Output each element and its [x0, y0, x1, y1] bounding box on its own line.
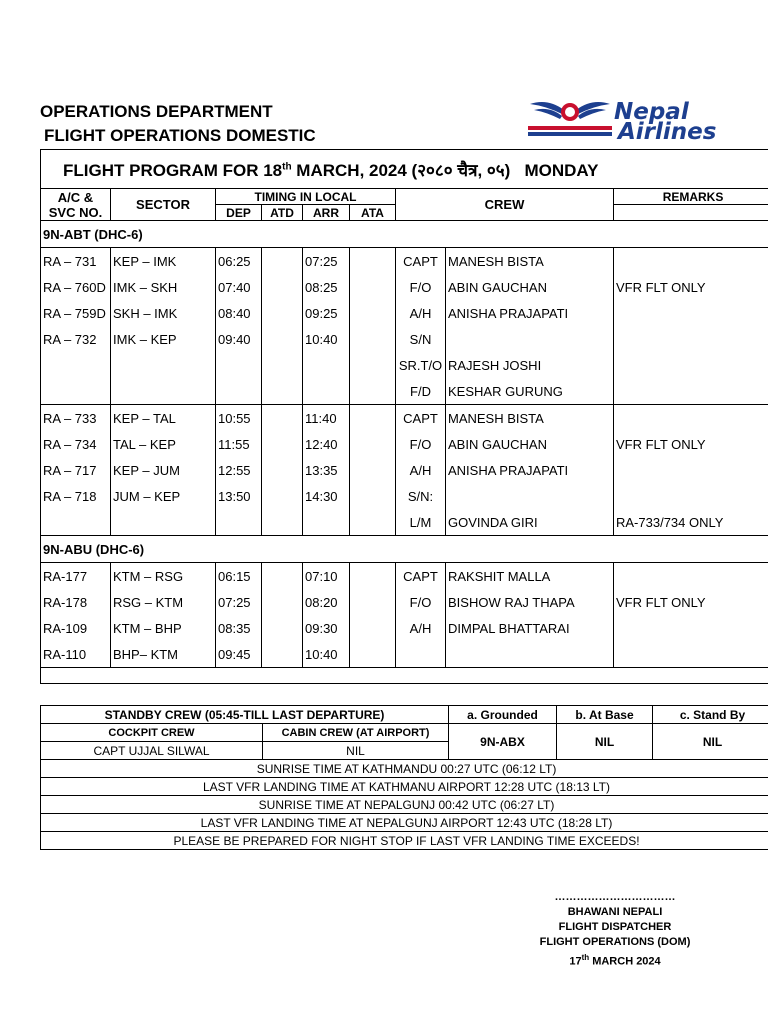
remarks-cell	[614, 352, 768, 378]
col-header-timing: TIMING IN LOCAL	[216, 189, 396, 205]
crew-name-cell	[446, 326, 614, 352]
sector-cell	[111, 352, 216, 378]
atd-time-cell	[262, 352, 303, 378]
crew-name-cell: ABIN GAUCHAN	[446, 274, 614, 300]
dep-time-cell: 11:55	[216, 431, 262, 457]
nepal-airlines-logo	[526, 96, 736, 146]
logo-word-airlines: Airlines	[618, 119, 717, 145]
aircraft-group-label: 9N-ABT (DHC-6)	[41, 221, 768, 248]
signature-block	[520, 890, 710, 970]
notice-sunrise-npj: SUNRISE TIME AT NEPALGUNJ 00:42 UTC (06:27 LT)	[41, 796, 768, 814]
flight-row	[41, 509, 768, 536]
flight-row	[41, 326, 768, 352]
spacer-row	[41, 668, 768, 684]
ata-time-cell	[350, 352, 396, 378]
wings-emblem-icon	[526, 96, 614, 142]
remarks-cell	[614, 405, 768, 432]
col-header-sector: SECTOR	[111, 189, 216, 221]
remarks-cell	[614, 563, 768, 590]
dep-time-cell	[216, 509, 262, 536]
arr-time-cell: 13:35	[303, 457, 350, 483]
ata-time-cell	[350, 378, 396, 405]
arr-time-cell: 10:40	[303, 641, 350, 668]
remarks-cell: VFR FLT ONLY	[614, 274, 768, 300]
aircraft-group-row	[41, 221, 768, 248]
ata-time-cell	[350, 457, 396, 483]
ata-time-cell	[350, 589, 396, 615]
crew-name-cell: KESHAR GURUNG	[446, 378, 614, 405]
col-header-remarks: REMARKS	[614, 189, 768, 205]
svc-number-cell: RA – 718	[41, 483, 111, 509]
logo-wordmark	[614, 99, 734, 145]
col-header-arr: ARR	[303, 205, 350, 221]
atd-time-cell	[262, 457, 303, 483]
remarks-cell: VFR FLT ONLY	[614, 431, 768, 457]
crew-role-cell: F/O	[396, 431, 446, 457]
svc-number-cell: RA – 732	[41, 326, 111, 352]
atd-time-cell	[262, 431, 303, 457]
ata-time-cell	[350, 248, 396, 275]
atd-time-cell	[262, 589, 303, 615]
flight-row	[41, 378, 768, 405]
grounded-value: 9N-ABX	[449, 724, 557, 760]
sector-cell: KTM – BHP	[111, 615, 216, 641]
svc-number-cell	[41, 509, 111, 536]
col-header-ac-svc: A/C & SVC NO.	[41, 189, 111, 221]
dep-time-cell: 12:55	[216, 457, 262, 483]
crew-name-cell: MANESH BISTA	[446, 405, 614, 432]
ata-time-cell	[350, 274, 396, 300]
sector-cell	[111, 509, 216, 536]
svc-number-cell: RA – 731	[41, 248, 111, 275]
arr-time-cell: 08:20	[303, 589, 350, 615]
sector-cell: KEP – TAL	[111, 405, 216, 432]
atd-time-cell	[262, 563, 303, 590]
logo-word-nepal: Nepal	[614, 99, 689, 125]
crew-name-cell	[446, 641, 614, 668]
col-header-dep: DEP	[216, 205, 262, 221]
atd-time-cell	[262, 378, 303, 405]
crew-role-cell: SR.T/O	[396, 352, 446, 378]
crew-name-cell: DIMPAL BHATTARAI	[446, 615, 614, 641]
atd-time-cell	[262, 248, 303, 275]
dep-time-cell	[216, 352, 262, 378]
ata-time-cell	[350, 563, 396, 590]
ata-time-cell	[350, 300, 396, 326]
stand-by-value: NIL	[653, 724, 768, 760]
remarks-cell: RA-733/734 ONLY	[614, 509, 768, 536]
ata-time-cell	[350, 615, 396, 641]
flight-row	[41, 431, 768, 457]
crew-role-cell	[396, 641, 446, 668]
dep-time-cell: 13:50	[216, 483, 262, 509]
program-title: FLIGHT PROGRAM FOR 18th MARCH, 2024 (२०८० चैत्र, ०५) MONDAY	[41, 150, 768, 189]
aircraft-group-row	[41, 536, 768, 563]
arr-time-cell	[303, 378, 350, 405]
svc-number-cell	[41, 352, 111, 378]
signatory-role: FLIGHT DISPATCHER	[558, 921, 672, 933]
atd-time-cell	[262, 274, 303, 300]
crew-role-cell: F/O	[396, 589, 446, 615]
remarks-cell	[614, 300, 768, 326]
dep-time-cell: 08:35	[216, 615, 262, 641]
notice-last-vfr-npj: LAST VFR LANDING TIME AT NEPALGUNJ AIRPORT 12:43 UTC (18:28 LT)	[41, 814, 768, 832]
arr-time-cell	[303, 509, 350, 536]
flight-row	[41, 563, 768, 590]
notice-sunrise-ktm: SUNRISE TIME AT KATHMANDU 00:27 UTC (06:12 LT)	[41, 760, 768, 778]
remarks-cell	[614, 457, 768, 483]
flight-row	[41, 274, 768, 300]
ata-time-cell	[350, 326, 396, 352]
crew-role-cell: S/N:	[396, 483, 446, 509]
crew-name-cell: RAJESH JOSHI	[446, 352, 614, 378]
crew-role-cell: A/H	[396, 615, 446, 641]
sector-cell: KEP – IMK	[111, 248, 216, 275]
crew-role-cell: CAPT	[396, 563, 446, 590]
svc-number-cell	[41, 378, 111, 405]
cockpit-crew-label: COCKPIT CREW	[41, 724, 263, 742]
remarks-cell	[614, 483, 768, 509]
sector-cell: TAL – KEP	[111, 431, 216, 457]
flight-row	[41, 589, 768, 615]
department-title: OPERATIONS DEPARTMENT	[40, 102, 273, 121]
signature-date: 17th MARCH 2024	[569, 953, 661, 968]
crew-name-cell: ANISHA PRAJAPATI	[446, 457, 614, 483]
cockpit-crew-value: CAPT UJJAL SILWAL	[41, 742, 263, 760]
standby-and-notices-table	[40, 705, 768, 850]
remarks-cell: VFR FLT ONLY	[614, 589, 768, 615]
col-header-atd: ATD	[262, 205, 303, 221]
flight-table-body	[41, 150, 768, 684]
stand-by-label: c. Stand By	[653, 706, 768, 724]
flight-row	[41, 405, 768, 432]
flight-row	[41, 615, 768, 641]
signature-line: ……………………………	[554, 891, 676, 903]
at-base-value: NIL	[557, 724, 653, 760]
flight-row	[41, 300, 768, 326]
dep-time-cell: 09:40	[216, 326, 262, 352]
arr-time-cell: 08:25	[303, 274, 350, 300]
dep-time-cell: 09:45	[216, 641, 262, 668]
crew-name-cell: RAKSHIT MALLA	[446, 563, 614, 590]
arr-time-cell	[303, 352, 350, 378]
grounded-label: a. Grounded	[449, 706, 557, 724]
arr-time-cell: 12:40	[303, 431, 350, 457]
page-header	[40, 100, 316, 148]
cabin-crew-label: CABIN CREW (AT AIRPORT)	[263, 724, 449, 742]
ata-time-cell	[350, 509, 396, 536]
flight-row	[41, 483, 768, 509]
ata-time-cell	[350, 431, 396, 457]
sector-cell: KTM – RSG	[111, 563, 216, 590]
atd-time-cell	[262, 405, 303, 432]
svc-number-cell: RA – 734	[41, 431, 111, 457]
flight-row	[41, 352, 768, 378]
svc-number-cell: RA – 759D	[41, 300, 111, 326]
flight-row	[41, 641, 768, 668]
dep-time-cell	[216, 378, 262, 405]
svc-number-cell: RA-178	[41, 589, 111, 615]
crew-name-cell: BISHOW RAJ THAPA	[446, 589, 614, 615]
dep-time-cell: 10:55	[216, 405, 262, 432]
dep-time-cell: 06:25	[216, 248, 262, 275]
svc-number-cell: RA – 733	[41, 405, 111, 432]
crew-name-cell: ANISHA PRAJAPATI	[446, 300, 614, 326]
cabin-crew-value: NIL	[263, 742, 449, 760]
crew-name-cell	[446, 483, 614, 509]
sector-cell	[111, 378, 216, 405]
arr-time-cell: 07:10	[303, 563, 350, 590]
flight-row	[41, 248, 768, 275]
crew-name-cell: ABIN GAUCHAN	[446, 431, 614, 457]
signatory-dept: FLIGHT OPERATIONS (DOM)	[539, 936, 691, 948]
svc-number-cell: RA – 717	[41, 457, 111, 483]
arr-time-cell: 11:40	[303, 405, 350, 432]
dep-time-cell: 07:40	[216, 274, 262, 300]
ata-time-cell	[350, 641, 396, 668]
crew-role-cell: L/M	[396, 509, 446, 536]
dep-time-cell: 07:25	[216, 589, 262, 615]
atd-time-cell	[262, 509, 303, 536]
arr-time-cell: 09:30	[303, 615, 350, 641]
standby-crew-title: STANDBY CREW (05:45-TILL LAST DEPARTURE)	[41, 706, 449, 724]
at-base-label: b. At Base	[557, 706, 653, 724]
atd-time-cell	[262, 615, 303, 641]
dep-time-cell: 08:40	[216, 300, 262, 326]
arr-time-cell: 10:40	[303, 326, 350, 352]
atd-time-cell	[262, 641, 303, 668]
aircraft-group-label: 9N-ABU (DHC-6)	[41, 536, 768, 563]
crew-role-cell: A/H	[396, 457, 446, 483]
remarks-cell	[614, 641, 768, 668]
arr-time-cell: 14:30	[303, 483, 350, 509]
col-header-ata: ATA	[350, 205, 396, 221]
ata-time-cell	[350, 483, 396, 509]
crew-role-cell: F/O	[396, 274, 446, 300]
division-title: FLIGHT OPERATIONS DOMESTIC	[44, 126, 316, 145]
remarks-cell	[614, 378, 768, 405]
remarks-cell	[614, 248, 768, 275]
sector-cell: IMK – KEP	[111, 326, 216, 352]
svc-number-cell: RA – 760D	[41, 274, 111, 300]
atd-time-cell	[262, 483, 303, 509]
sector-cell: IMK – SKH	[111, 274, 216, 300]
sector-cell: RSG – KTM	[111, 589, 216, 615]
crew-role-cell: A/H	[396, 300, 446, 326]
crew-name-cell: GOVINDA GIRI	[446, 509, 614, 536]
svc-number-cell: RA-109	[41, 615, 111, 641]
crew-name-cell: MANESH BISTA	[446, 248, 614, 275]
remarks-cell	[614, 326, 768, 352]
sector-cell: SKH – IMK	[111, 300, 216, 326]
dep-time-cell: 06:15	[216, 563, 262, 590]
spacer-cell	[41, 668, 768, 684]
sector-cell: BHP– KTM	[111, 641, 216, 668]
col-header-crew: CREW	[396, 189, 614, 221]
remarks-cell	[614, 615, 768, 641]
atd-time-cell	[262, 300, 303, 326]
notice-night-stop: PLEASE BE PREPARED FOR NIGHT STOP IF LAST VFR LANDING TIME EXCEEDS!	[41, 832, 768, 850]
ata-time-cell	[350, 405, 396, 432]
arr-time-cell: 07:25	[303, 248, 350, 275]
flight-row	[41, 457, 768, 483]
flight-program-table	[40, 149, 768, 684]
crew-role-cell: CAPT	[396, 405, 446, 432]
crew-role-cell: CAPT	[396, 248, 446, 275]
col-header-remarks-blank	[614, 205, 768, 221]
arr-time-cell: 09:25	[303, 300, 350, 326]
crew-role-cell: S/N	[396, 326, 446, 352]
signatory-name: BHAWANI NEPALI	[567, 906, 663, 918]
sector-cell: JUM – KEP	[111, 483, 216, 509]
svc-number-cell: RA-110	[41, 641, 111, 668]
svc-number-cell: RA-177	[41, 563, 111, 590]
notice-last-vfr-ktm: LAST VFR LANDING TIME AT KATHMANU AIRPORT 12:28 UTC (18:13 LT)	[41, 778, 768, 796]
sector-cell: KEP – JUM	[111, 457, 216, 483]
crew-role-cell: F/D	[396, 378, 446, 405]
atd-time-cell	[262, 326, 303, 352]
